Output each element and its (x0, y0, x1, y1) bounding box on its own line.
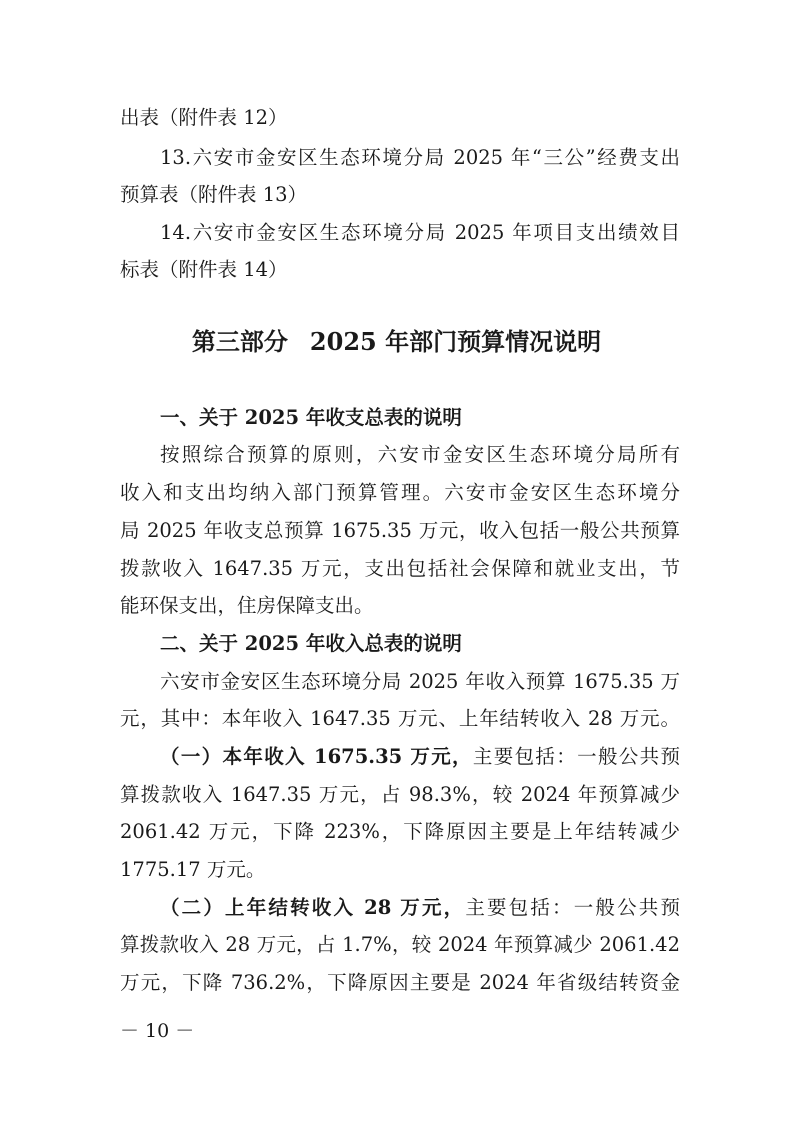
list-item-13: 13.六安市金安区生态环境分局 2025 年“三公”经费支出 (160, 146, 680, 169)
list-item-14: 14.六安市金安区生态环境分局 2025 年项目支出绩效目 (160, 221, 680, 244)
subsection-heading-2: （二）上年结转收入 28 万元， (160, 896, 466, 919)
paragraph-line: 六安市金安区生态环境分局 2025 年收入预算 1675.35 万 (160, 670, 680, 693)
paragraph-line: 算拨款收入 28 万元，占 1.7%，较 2024 年预算减少 2061.42 (120, 933, 680, 956)
section-part-label: 第三部分 (191, 327, 288, 356)
paragraph-line: 拨款收入 1647.35 万元，支出包括社会保障和就业支出，节 (120, 557, 680, 580)
section-title (0, 326, 793, 358)
paragraph-line: 2061.42 万元，下降 223%，下降原因主要是上年结转减少 (120, 820, 680, 843)
paragraph-line: 能环保支出，住房保障支出。 (120, 594, 374, 617)
paragraph-line: 算拨款收入 1647.35 万元，占 98.3%，较 2024 年预算减少 (120, 783, 680, 806)
subsection-line-1 (160, 743, 680, 771)
paragraph-line: 元，其中：本年收入 1647.35 万元、上年结转收入 28 万元。 (120, 707, 680, 730)
subsection-line-2 (160, 894, 680, 922)
body-line: 预算表（附件表 13） (120, 183, 308, 206)
subsection-text: 主要包括：一般公共预 (472, 745, 680, 768)
body-line: 出表（附件表 12） (120, 106, 288, 129)
subsection-text: 主要包括：一般公共预 (465, 896, 680, 919)
heading-1: 一、关于 2025 年收支总表的说明 (160, 406, 462, 429)
paragraph-line: 万元，下降 736.2%，下降原因主要是 2024 年省级结转资金 (120, 971, 680, 994)
subsection-heading-1: （一）本年收入 1675.35 万元， (160, 745, 473, 768)
page-number: － 10 － (120, 1020, 195, 1042)
paragraph-line: 收入和支出均纳入部门预算管理。六安市金安区生态环境分 (120, 481, 680, 504)
paragraph-line: 1775.17 万元。 (120, 858, 266, 881)
paragraph-line: 按照综合预算的原则，六安市金安区生态环境分局所有 (160, 443, 680, 466)
section-title-text: 2025 年部门预算情况说明 (309, 327, 602, 356)
body-line: 标表（附件表 14） (120, 258, 288, 281)
paragraph-line: 局 2025 年收支总预算 1675.35 万元，收入包括一般公共预算 (120, 519, 680, 542)
heading-2: 二、关于 2025 年收入总表的说明 (160, 632, 462, 655)
